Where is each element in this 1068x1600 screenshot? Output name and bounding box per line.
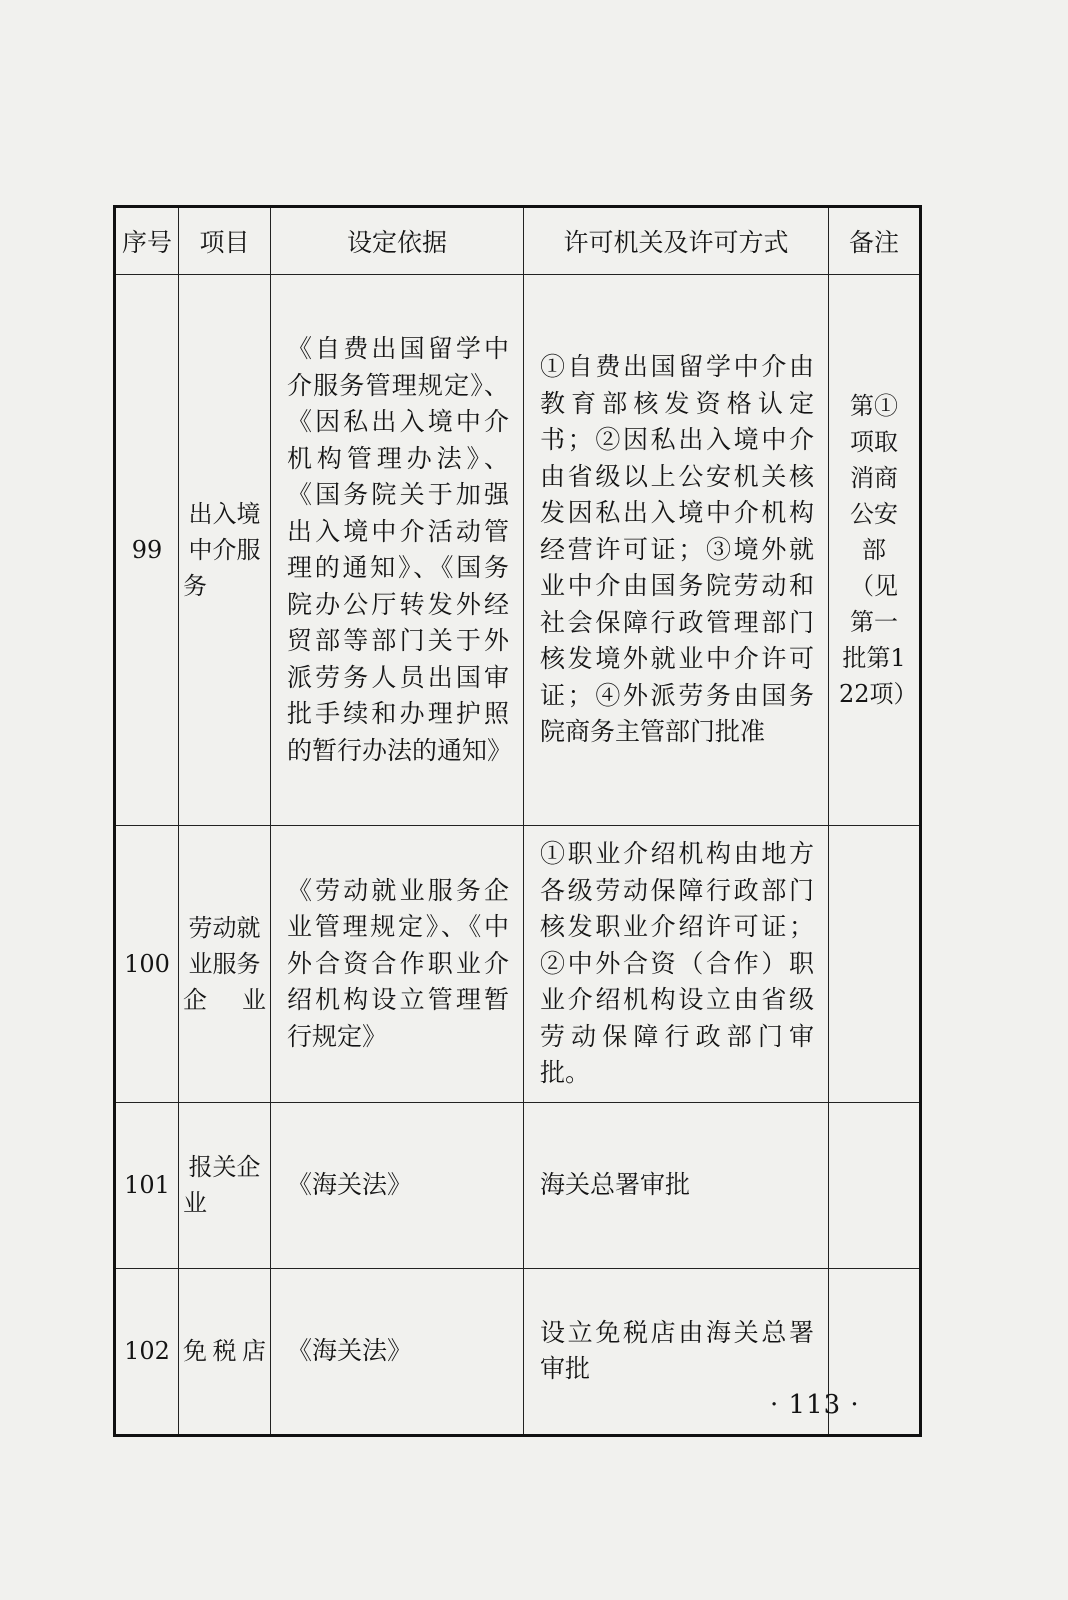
row-item-text: 免税店	[183, 1337, 266, 1365]
row-basis: 《劳动就业服务企业管理规定》、《中外合资合作职业介绍机构设立管理暂行规定》	[271, 826, 524, 1103]
row-item	[179, 1268, 271, 1435]
header-item: 项目	[179, 207, 271, 275]
row-item-text: 报关企业	[183, 1153, 261, 1217]
row-item-text: 劳动就业服务企业	[183, 913, 266, 1014]
row-note	[829, 1102, 921, 1268]
table-header-row	[115, 207, 921, 275]
row-note: 第①项取消商公安部（见第一批第122项）	[829, 275, 921, 826]
row-authority: ①职业介绍机构由地方各级劳动保障行政部门核发职业介绍许可证；②中外合资（合作）职业介绍机构设立由省级劳动保障行政部门审批。	[524, 826, 829, 1103]
row-authority: 设立免税店由海关总署审批	[524, 1268, 829, 1435]
row-seq: 102	[115, 1268, 179, 1435]
permit-table	[113, 205, 922, 1437]
header-authority: 许可机关及许可方式	[524, 207, 829, 275]
table-row	[115, 1102, 921, 1268]
row-authority: ①自费出国留学中介由教育部核发资格认定书；②因私出入境中介由省级以上公安机关核发因私出入境中介机构经营许可证；③境外就业中介由国务院劳动和社会保障行政管理部门核发境外就业中介许可证；④外派劳务由国务院商务主管部门批准	[524, 275, 829, 826]
header-seq: 序号	[115, 207, 179, 275]
row-authority: 海关总署审批	[524, 1102, 829, 1268]
row-basis: 《海关法》	[271, 1268, 524, 1435]
row-basis: 《自费出国留学中介服务管理规定》、《因私出入境中介机构管理办法》、《国务院关于加强出入境中介活动管理的通知》、《国务院办公厅转发外经贸部等部门关于外派劳务人员出国审批手续和办理护照的暂行办法的通知》	[271, 275, 524, 826]
header-basis: 设定依据	[271, 207, 524, 275]
page-number: · 113 ·	[770, 1390, 860, 1420]
row-item-text: 出入境中介服务	[183, 500, 261, 600]
row-basis: 《海关法》	[271, 1102, 524, 1268]
row-seq: 100	[115, 826, 179, 1103]
table-row	[115, 275, 921, 826]
header-note: 备注	[829, 207, 921, 275]
row-seq: 101	[115, 1102, 179, 1268]
row-item	[179, 275, 271, 826]
row-seq: 99	[115, 275, 179, 826]
row-item	[179, 826, 271, 1103]
table-row	[115, 826, 921, 1103]
row-item	[179, 1102, 271, 1268]
row-note	[829, 826, 921, 1103]
